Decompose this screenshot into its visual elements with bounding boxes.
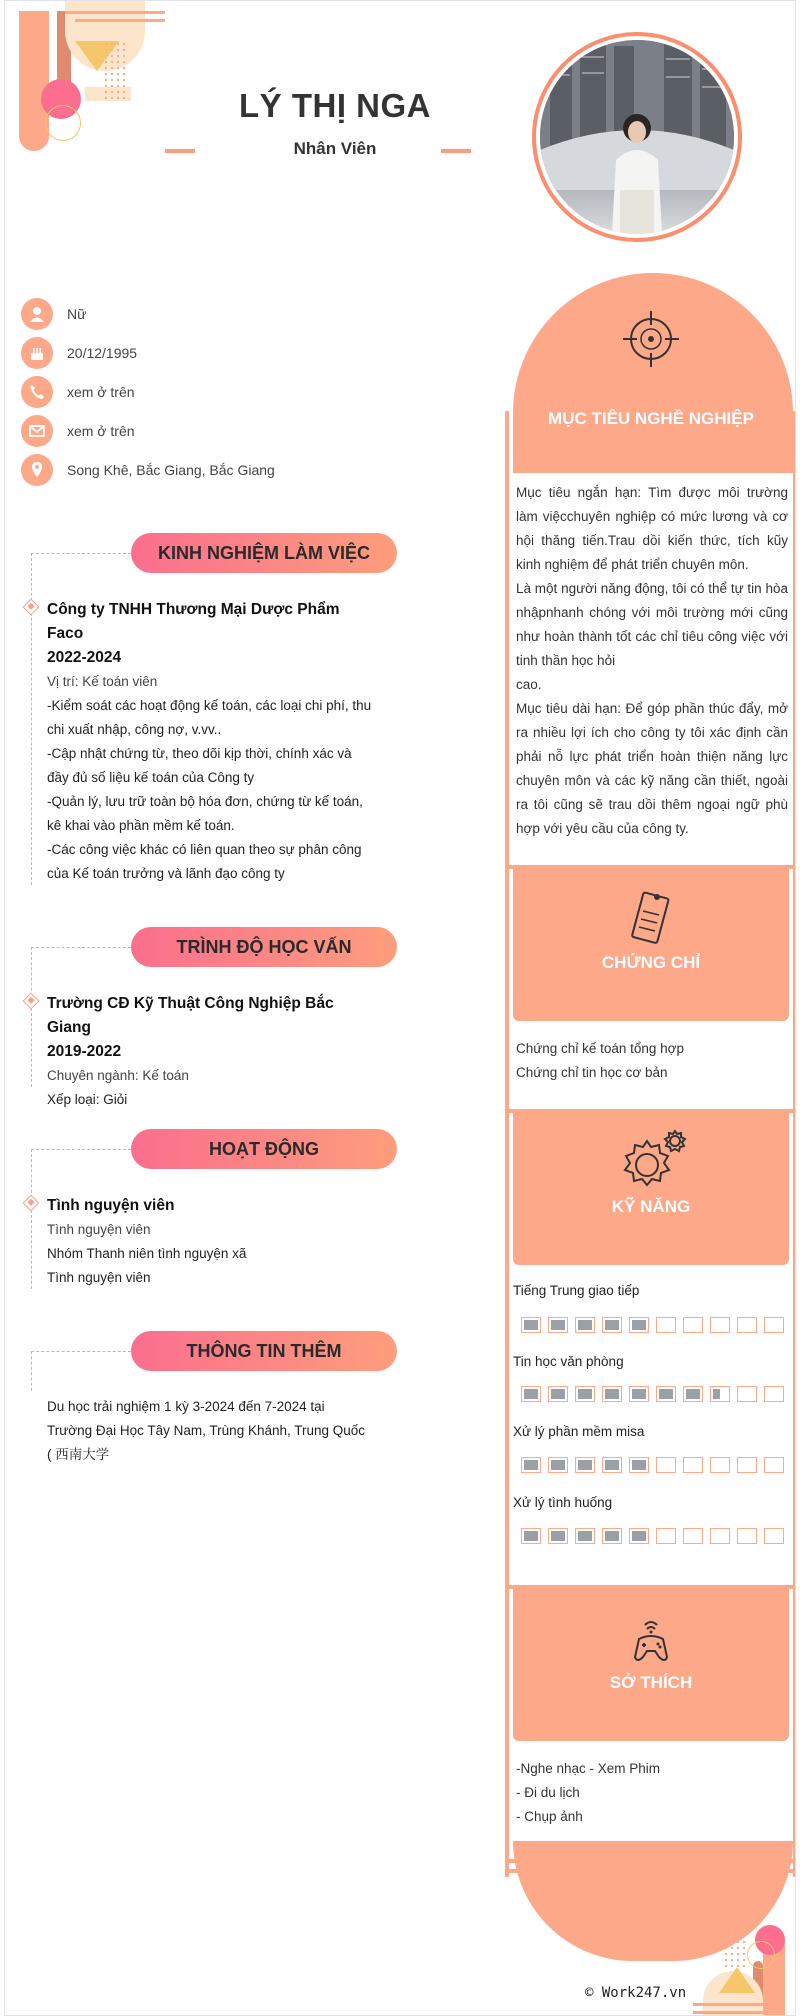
objective-text	[516, 481, 788, 841]
skill-square	[548, 1457, 568, 1473]
objective-paragraph: Mục tiêu dài hạn: Để góp phần thúc đẩy, mở ra nhiều lợi ích cho công ty tôi xác định cần phải nỗ lực phát triển hoàn thiện năng lực chuyên môn và các kỹ năng cần thiết, ngoài ra tôi cũng sẽ trau dồi thêm ngoại ngữ phù hợp với yêu cầu của công ty.	[516, 701, 788, 836]
skill-square	[629, 1457, 649, 1473]
education-period: 2019-2022	[47, 1043, 122, 1060]
activities-entry	[47, 1194, 377, 1290]
activities-connector	[31, 1149, 131, 1150]
skill-square	[710, 1317, 730, 1333]
role-divider-right	[441, 149, 471, 153]
skill-name: Xử lý tình huống	[513, 1495, 613, 1510]
experience-duty: -Kiểm soát các hoạt động kế toán, các loại chi phí, thu chi xuất nhập, công nợ, v.vv..	[47, 698, 372, 737]
skill-square	[575, 1386, 595, 1402]
hobby-item: - Chụp ảnh	[516, 1809, 583, 1824]
skill-square	[656, 1386, 676, 1402]
skill-square	[764, 1528, 784, 1544]
education-major: Chuyên ngành: Kế toán	[47, 1068, 189, 1083]
skill-square	[548, 1386, 568, 1402]
education-connector	[31, 947, 131, 948]
skill-square	[575, 1317, 595, 1333]
hobbies-header	[513, 1589, 789, 1741]
hobbies-frame-bottom	[505, 1859, 796, 1863]
hobby-item: - Đi du lịch	[516, 1785, 580, 1800]
hobbies-list	[516, 1757, 788, 1829]
skill-square	[575, 1528, 595, 1544]
skill-square	[764, 1386, 784, 1402]
objective-paragraph: Là một người năng động, tôi có thể tự tin hòa nhậpnhanh chóng với môi trường mới cũng như hoàn thành tốt các chỉ tiêu công việc với tinh thần học hỏi	[516, 581, 788, 668]
contact-gender-value: Nữ	[67, 306, 87, 322]
candidate-name: LÝ THỊ NGA	[239, 87, 431, 124]
experience-duty: -Cập nhật chứng từ, theo dõi kịp thời, chính xác và đầy đủ số liệu kế toán của Công ty	[47, 746, 352, 785]
skill-rating	[521, 1528, 784, 1544]
objective-header-base	[513, 461, 789, 473]
education-entry	[47, 992, 377, 1112]
resume-page	[4, 0, 796, 2016]
skill-rating	[521, 1317, 784, 1333]
objective-heading: MỤC TIÊU NGHỀ NGHIỆP	[548, 409, 754, 428]
experience-heading: KINH NGHIỆM LÀM VIỆC	[131, 533, 397, 573]
hobby-item: -Nghe nhạc - Xem Phim	[516, 1761, 661, 1776]
skill-rating	[521, 1386, 784, 1402]
certificates-header	[513, 869, 789, 1021]
additional-entry	[47, 1395, 377, 1467]
contact-birthday-value: 20/12/1995	[67, 345, 138, 361]
certificate-item: Chứng chỉ kế toán tổng hợp	[516, 1041, 684, 1056]
experience-period: 2022-2024	[47, 649, 122, 666]
skills-header	[513, 1113, 789, 1265]
education-bullet-icon	[23, 993, 40, 1010]
skill-square	[629, 1317, 649, 1333]
additional-line: Trường Đại Học Tây Nam, Trùng Khánh, Trung Quốc	[47, 1423, 366, 1438]
skill-square	[521, 1457, 541, 1473]
skill-square	[683, 1386, 703, 1402]
objective-header	[513, 273, 789, 461]
skill-square	[656, 1457, 676, 1473]
contact-email	[21, 414, 135, 448]
additional-heading: THÔNG TIN THÊM	[131, 1331, 397, 1371]
experience-entry	[47, 598, 377, 886]
certificates-heading: CHỨNG CHỈ	[601, 953, 701, 972]
objective-paragraph: cao.	[516, 677, 542, 692]
additional-timeline	[31, 1351, 32, 1391]
decor-bottom-right	[693, 1911, 796, 2016]
experience-duty: -Các công việc khác có liên quan theo sự phân công của Kế toán trưởng và lãnh đạo công ty	[47, 842, 362, 881]
experience-bullet-icon	[23, 599, 40, 616]
education-rank: Xếp loại: Giỏi	[47, 1092, 128, 1107]
contact-gender	[21, 297, 86, 331]
skill-square	[629, 1528, 649, 1544]
experience-connector	[31, 553, 131, 554]
activities-title: Tình nguyện viên	[47, 1197, 175, 1214]
education-school: Trường CĐ Kỹ Thuật Công Nghiệp Bắc Giang	[47, 995, 334, 1036]
skill-square	[764, 1317, 784, 1333]
skill-square	[710, 1528, 730, 1544]
contact-email-value: xem ở trên	[67, 423, 135, 439]
phone-icon	[21, 376, 53, 408]
skill-square	[656, 1528, 676, 1544]
location-pin-icon	[21, 454, 53, 486]
skill-rating	[521, 1457, 784, 1473]
activities-heading: HOẠT ĐỘNG	[131, 1129, 397, 1169]
objective-paragraph: Mục tiêu ngắn hạn: Tìm được môi trường làm việcchuyên nghiệp có mức lương và cơ hội thăng tiến.Trau dồi kiến thức, tích kũy kinh nghiệm để phát triển chuyên môn.	[516, 485, 788, 572]
experience-company: Công ty TNHH Thương Mại Dược Phẩm Faco	[47, 601, 340, 642]
skill-square	[737, 1317, 757, 1333]
skill-square	[737, 1457, 757, 1473]
activities-line: Nhóm Thanh niên tình nguyện xã	[47, 1246, 247, 1261]
skill-square	[710, 1386, 730, 1402]
skill-name: Tiếng Trung giao tiếp	[513, 1283, 640, 1298]
skill-square	[521, 1386, 541, 1402]
profile-photo-frame	[532, 32, 742, 242]
activities-subtitle: Tình nguyện viên	[47, 1222, 151, 1237]
skill-square	[737, 1386, 757, 1402]
skill-square	[710, 1457, 730, 1473]
experience-duty: -Quản lý, lưu trữ toàn bộ hóa đơn, chứng từ kế toán, kê khai vào phần mềm kế toán.	[47, 794, 363, 833]
decor-top-left	[5, 1, 135, 151]
contact-address	[21, 453, 275, 487]
skill-square	[656, 1317, 676, 1333]
skill-square	[602, 1386, 622, 1402]
skill-square	[521, 1528, 541, 1544]
gamepad-icon	[631, 1619, 671, 1665]
education-heading: TRÌNH ĐỘ HỌC VẤN	[131, 927, 397, 967]
experience-position: Vị trí: Kế toán viên	[47, 674, 158, 689]
skill-square	[683, 1317, 703, 1333]
skill-square	[602, 1457, 622, 1473]
skill-square	[764, 1457, 784, 1473]
profile-photo	[540, 40, 734, 234]
certificate-icon	[629, 889, 673, 949]
candidate-role: Nhân Viên	[293, 139, 377, 158]
skill-name: Tin học văn phòng	[513, 1354, 624, 1369]
skill-square	[548, 1528, 568, 1544]
contact-phone-value: xem ở trên	[67, 384, 135, 400]
additional-connector	[31, 1351, 131, 1352]
skill-square	[575, 1457, 595, 1473]
additional-line: ( 西南大学	[47, 1447, 110, 1462]
skill-square	[683, 1457, 703, 1473]
target-icon	[621, 309, 681, 369]
contact-address-value: Song Khê, Bắc Giang, Bắc Giang	[67, 462, 275, 478]
skill-square	[548, 1317, 568, 1333]
skill-square	[683, 1528, 703, 1544]
skill-square	[602, 1528, 622, 1544]
skill-square	[737, 1528, 757, 1544]
person-icon	[21, 298, 53, 330]
contact-phone	[21, 375, 135, 409]
skill-square	[602, 1317, 622, 1333]
activities-line: Tình nguyện viên	[47, 1270, 151, 1285]
mail-icon	[21, 415, 53, 447]
hobbies-frame-bottom-outer	[505, 1869, 796, 1873]
skill-name: Xử lý phần mềm misa	[513, 1424, 645, 1439]
certificates-list	[516, 1037, 788, 1085]
birthday-cake-icon	[21, 337, 53, 369]
activities-timeline	[31, 1149, 32, 1289]
gear-icon	[619, 1127, 689, 1193]
additional-line: Du học trải nghiệm 1 kỳ 3-2024 đến 7-2024 tại	[47, 1399, 325, 1414]
education-timeline	[31, 947, 32, 1087]
skill-square	[521, 1317, 541, 1333]
skill-square	[629, 1386, 649, 1402]
contact-birthday	[21, 336, 137, 370]
footer-credit: © Work247.vn	[585, 1985, 687, 2001]
activities-bullet-icon	[23, 1195, 40, 1212]
hobbies-heading: SỞ THÍCH	[609, 1673, 693, 1692]
skills-heading: KỸ NĂNG	[611, 1197, 691, 1216]
certificate-item: Chứng chỉ tin học cơ bản	[516, 1065, 668, 1080]
